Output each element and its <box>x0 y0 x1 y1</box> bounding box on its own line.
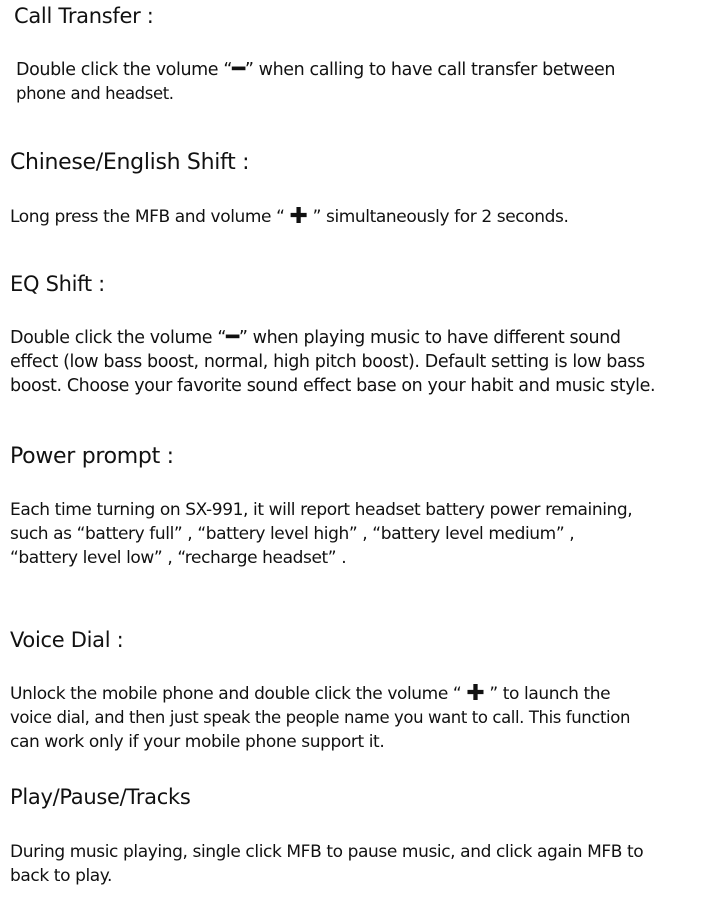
text-line: Long press the MFB and volume “ ✚ ” simultaneously for 2 seconds. <box>10 204 569 229</box>
heading-eq-shift: EQ Shift : <box>10 272 105 296</box>
text-chinese-english-shift <box>10 205 568 229</box>
plus-symbol: ✚ <box>466 681 485 706</box>
heading-power-prompt: Power prompt : <box>10 444 174 469</box>
heading-chinese-english-shift: Chinese/English Shift : <box>10 150 250 175</box>
text-line: Double click the volume “━” when calling to have call transfer between <box>16 57 616 82</box>
text-eq-shift <box>10 326 655 398</box>
text-line: back to play. <box>10 866 113 886</box>
text-call-transfer <box>16 58 615 106</box>
text-line: boost. Choose your favorite sound effect base on your habit and music style. <box>10 376 656 396</box>
text-power-prompt <box>10 498 632 570</box>
heading-call-transfer: Call Transfer : <box>14 4 154 28</box>
text-line: voice dial, and then just speak the people name you want to call. This function <box>10 708 630 727</box>
heading-play-pause-tracks: Play/Pause/Tracks <box>10 785 191 809</box>
plus-symbol: ✚ <box>289 204 308 229</box>
text-voice-dial <box>10 682 630 754</box>
text-line: Double click the volume “━” when playing music to have different sound <box>10 325 621 350</box>
heading-voice-dial: Voice Dial : <box>10 628 124 652</box>
text-line: can work only if your mobile phone support it. <box>10 732 385 752</box>
text-line: such as “battery full” , “battery level high” , “battery level medium” , <box>10 524 575 544</box>
text-play-pause-tracks <box>10 840 643 888</box>
text-line: phone and headset. <box>16 84 174 103</box>
text-line: During music playing, single click MFB to pause music, and click again MFB to <box>10 842 644 862</box>
text-line: “battery level low” , “recharge headset” . <box>10 548 347 568</box>
minus-symbol: ━ <box>225 325 239 350</box>
minus-symbol: ━ <box>231 57 245 82</box>
text-line: Unlock the mobile phone and double click the volume “ ✚ ” to launch the <box>10 681 611 706</box>
text-line: Each time turning on SX-991, it will report headset battery power remaining, <box>10 500 633 520</box>
text-line: effect (low bass boost, normal, high pitch boost). Default setting is low bass <box>10 352 645 372</box>
